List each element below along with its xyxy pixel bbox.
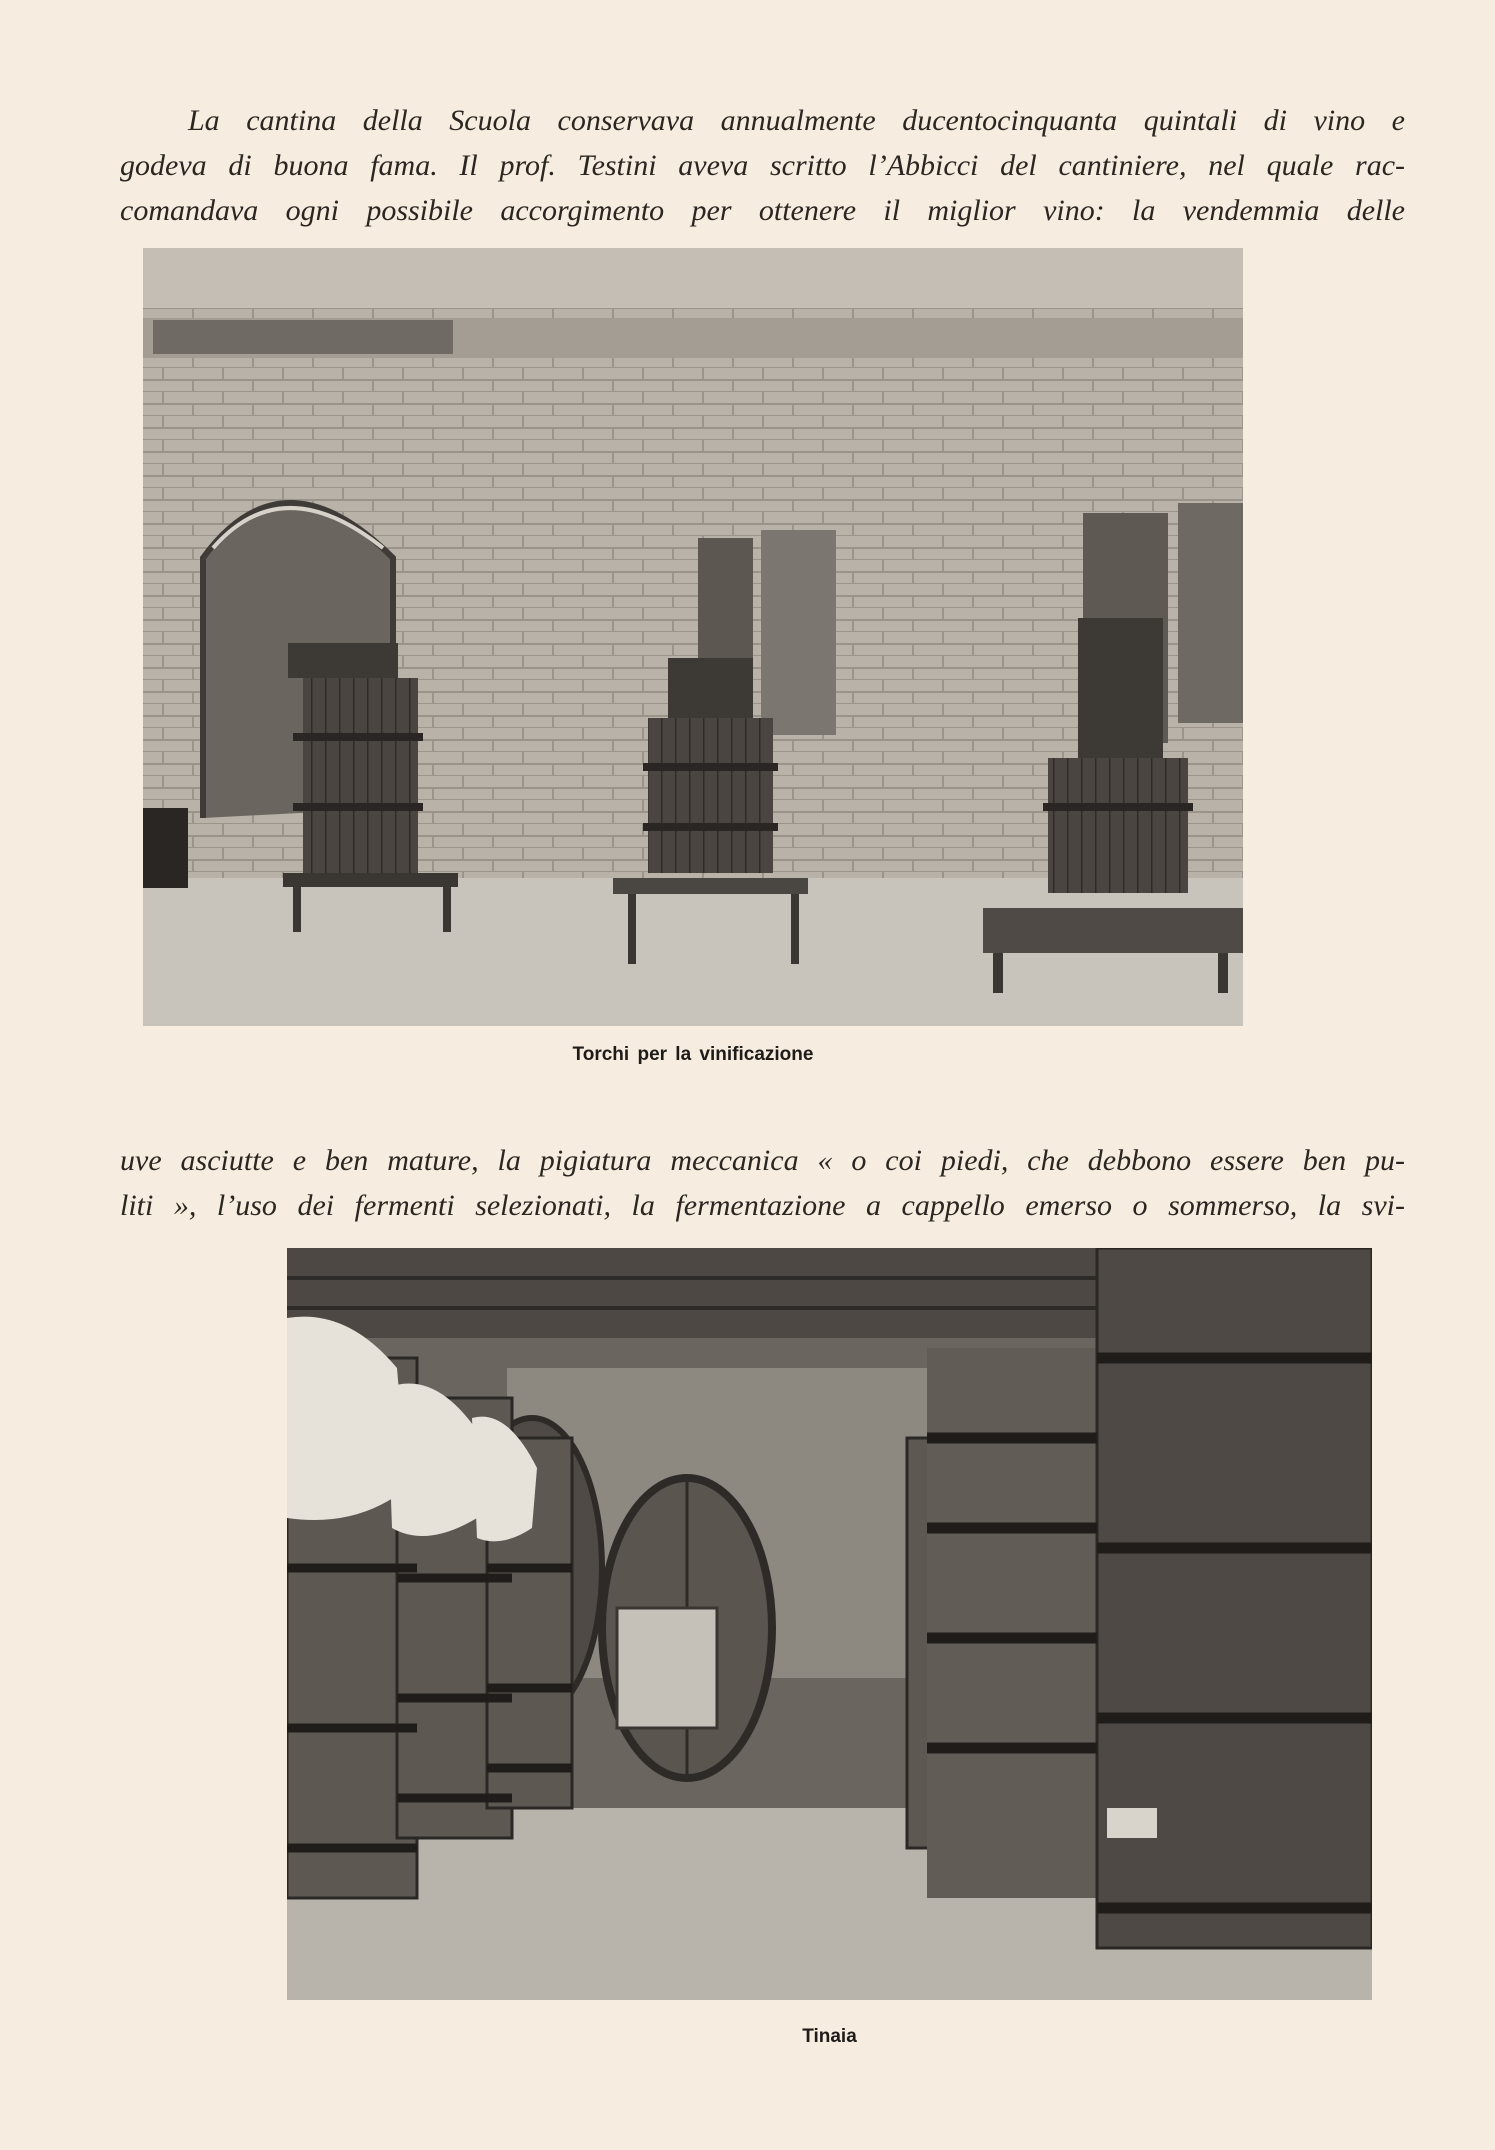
paragraph-line: comandava ogni possibile accorgimento per ottenere il miglior vino: la vendemmia delle: [120, 194, 1405, 227]
paragraph-line: godeva di buona fama. Il prof. Testini aveva scritto l’Abbicci del cantiniere, nel quale rac-: [120, 149, 1405, 182]
body-paragraph-2: [120, 1138, 1405, 1228]
figure-caption: Torchi per la vinificazione: [572, 1044, 814, 1065]
figure-caption: Tinaia: [802, 2026, 857, 2047]
wine-press-photo: [143, 248, 1243, 1026]
body-paragraph-1: [120, 98, 1405, 233]
vat-room-photo: [287, 1248, 1372, 2000]
paragraph-line: liti », l’uso dei fermenti selezionati, la fermentazione a cappello emerso o sommerso, la svi-: [120, 1189, 1405, 1222]
paragraph-line: La cantina della Scuola conservava annualmente ducentocinquanta quintali di vino e: [188, 104, 1405, 137]
paragraph-line: uve asciutte e ben mature, la pigiatura meccanica « o coi piedi, che debbono essere ben pu-: [120, 1144, 1405, 1177]
